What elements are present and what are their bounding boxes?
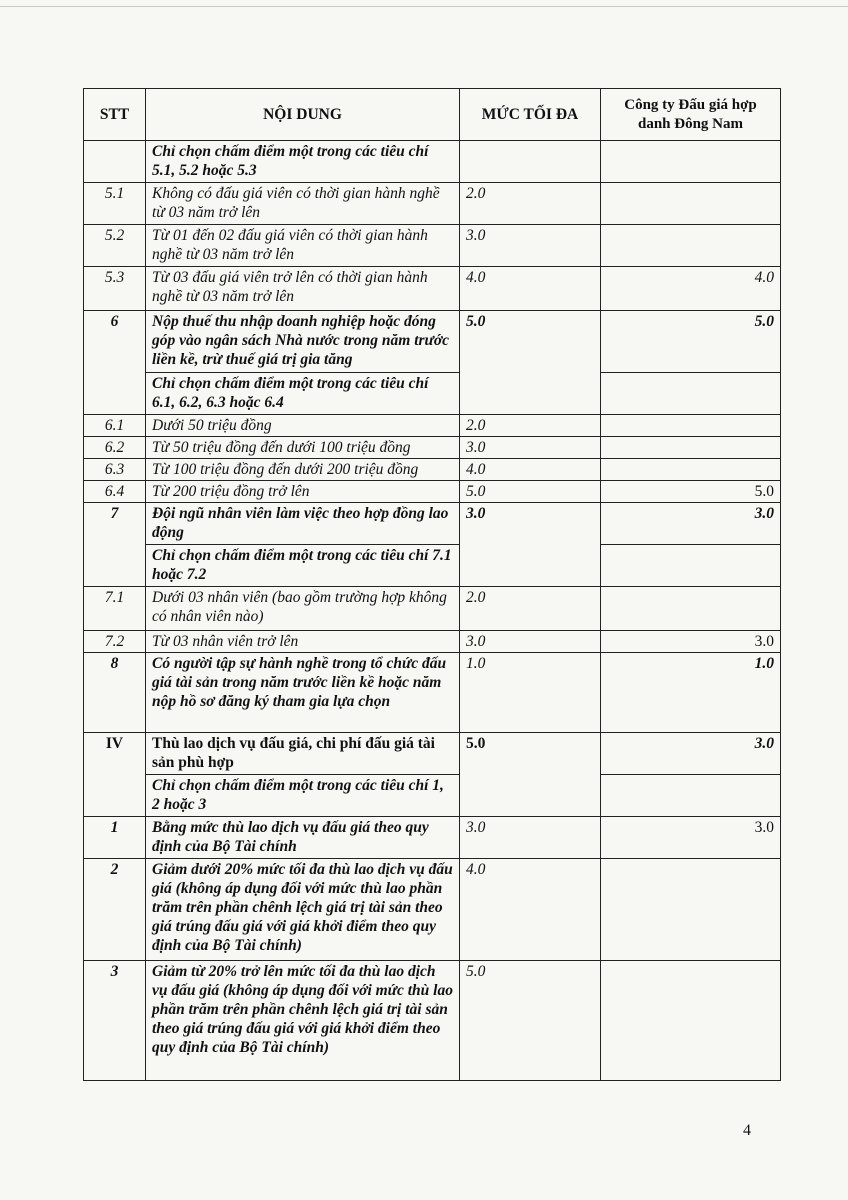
- table-row: [84, 459, 781, 481]
- table-row: [84, 775, 781, 817]
- cell-stt: 6: [84, 311, 146, 415]
- cell-noi-dung: Dưới 50 triệu đồng: [146, 415, 460, 437]
- cell-noi-dung: Chỉ chọn chấm điểm một trong các tiêu chí 7.1 hoặc 7.2: [146, 545, 460, 587]
- cell-muc-toi-da: 4.0: [460, 859, 601, 961]
- table-row: [84, 225, 781, 267]
- cell-stt: 6.1: [84, 415, 146, 437]
- cell-stt: 5.2: [84, 225, 146, 267]
- cell-stt: 7.1: [84, 587, 146, 631]
- cell-noi-dung: Từ 50 triệu đồng đến dưới 100 triệu đồng: [146, 437, 460, 459]
- cell-noi-dung: Từ 200 triệu đồng trở lên: [146, 481, 460, 503]
- cell-company-score: 5.0: [601, 311, 781, 373]
- cell-company-score: [601, 587, 781, 631]
- cell-company-score: [601, 225, 781, 267]
- cell-muc-toi-da: 2.0: [460, 183, 601, 225]
- cell-noi-dung: Giảm từ 20% trở lên mức tối đa thù lao dịch vụ đấu giá (không áp dụng đối với mức thù lao phần trăm trên phần chênh lệch giá trị tài sản theo giá trúng đấu giá với giá khởi điểm theo quy định của Bộ Tài chính): [146, 961, 460, 1081]
- table-row: [84, 415, 781, 437]
- cell-muc-toi-da: 5.0: [460, 733, 601, 817]
- cell-company-score: 4.0: [601, 267, 781, 311]
- cell-stt: 2: [84, 859, 146, 961]
- table-row: [84, 141, 781, 183]
- table-row: [84, 587, 781, 631]
- header-muc-toi-da: MỨC TỐI ĐA: [460, 89, 601, 141]
- cell-company-score: 3.0: [601, 503, 781, 545]
- cell-muc-toi-da: 5.0: [460, 311, 601, 415]
- cell-noi-dung: Nộp thuế thu nhập doanh nghiệp hoặc đóng góp vào ngân sách Nhà nước trong năm trước liền kề, trừ thuế giá trị gia tăng: [146, 311, 460, 373]
- cell-muc-toi-da: 3.0: [460, 503, 601, 587]
- cell-stt: 6.4: [84, 481, 146, 503]
- cell-company-score: [601, 859, 781, 961]
- cell-muc-toi-da: 3.0: [460, 817, 601, 859]
- cell-company-score: [601, 775, 781, 817]
- cell-noi-dung: Chỉ chọn chấm điểm một trong các tiêu chí 1, 2 hoặc 3: [146, 775, 460, 817]
- table-row: [84, 733, 781, 775]
- cell-company-score: 3.0: [601, 631, 781, 653]
- table-row: [84, 859, 781, 961]
- table-row: [84, 437, 781, 459]
- cell-muc-toi-da: 5.0: [460, 481, 601, 503]
- cell-noi-dung: Từ 03 đấu giá viên trở lên có thời gian hành nghề từ 03 năm trở lên: [146, 267, 460, 311]
- cell-muc-toi-da: 2.0: [460, 587, 601, 631]
- cell-company-score: [601, 183, 781, 225]
- cell-muc-toi-da: 4.0: [460, 267, 601, 311]
- table-row: [84, 631, 781, 653]
- cell-noi-dung: Dưới 03 nhân viên (bao gồm trường hợp không có nhân viên nào): [146, 587, 460, 631]
- cell-company-score: [601, 459, 781, 481]
- table-row: [84, 373, 781, 415]
- cell-stt: 5.1: [84, 183, 146, 225]
- cell-company-score: [601, 961, 781, 1081]
- table-row: [84, 961, 781, 1081]
- page-number: 4: [743, 1122, 751, 1139]
- cell-company-score: [601, 141, 781, 183]
- cell-noi-dung: Chỉ chọn chấm điểm một trong các tiêu chí 6.1, 6.2, 6.3 hoặc 6.4: [146, 373, 460, 415]
- table-row: [84, 183, 781, 225]
- cell-noi-dung: Từ 01 đến 02 đấu giá viên có thời gian hành nghề từ 03 năm trở lên: [146, 225, 460, 267]
- cell-muc-toi-da: 3.0: [460, 225, 601, 267]
- cell-muc-toi-da: 1.0: [460, 653, 601, 733]
- cell-stt: 7: [84, 503, 146, 587]
- scoring-table: [83, 88, 781, 1081]
- cell-stt: 7.2: [84, 631, 146, 653]
- header-company: Công ty Đấu giá hợp danh Đông Nam: [601, 89, 781, 141]
- cell-noi-dung: Từ 100 triệu đồng đến dưới 200 triệu đồng: [146, 459, 460, 481]
- table-row: [84, 267, 781, 311]
- cell-stt: 6.3: [84, 459, 146, 481]
- cell-noi-dung: Bằng mức thù lao dịch vụ đấu giá theo quy định của Bộ Tài chính: [146, 817, 460, 859]
- header-noi-dung: NỘI DUNG: [146, 89, 460, 141]
- cell-muc-toi-da: 3.0: [460, 437, 601, 459]
- cell-noi-dung: Có người tập sự hành nghề trong tổ chức đấu giá tài sản trong năm trước liền kề hoặc năm nộp hồ sơ đăng ký tham gia lựa chọn: [146, 653, 460, 733]
- page-top-edge: [0, 6, 848, 7]
- cell-company-score: [601, 545, 781, 587]
- cell-muc-toi-da: 5.0: [460, 961, 601, 1081]
- cell-muc-toi-da: 4.0: [460, 459, 601, 481]
- cell-noi-dung: Từ 03 nhân viên trở lên: [146, 631, 460, 653]
- cell-noi-dung: Thù lao dịch vụ đấu giá, chi phí đấu giá tài sản phù hợp: [146, 733, 460, 775]
- table-row: [84, 311, 781, 373]
- cell-stt: 8: [84, 653, 146, 733]
- cell-company-score: 1.0: [601, 653, 781, 733]
- table-row: [84, 481, 781, 503]
- cell-muc-toi-da: 2.0: [460, 415, 601, 437]
- cell-stt: 5.3: [84, 267, 146, 311]
- cell-stt: [84, 141, 146, 183]
- cell-stt: 3: [84, 961, 146, 1081]
- cell-noi-dung: Giảm dưới 20% mức tối đa thù lao dịch vụ đấu giá (không áp dụng đối với mức thù lao phần trăm trên phần chênh lệch giá trị tài sản theo giá trúng đấu giá với giá khởi điểm theo quy định của Bộ Tài chính): [146, 859, 460, 961]
- header-stt: STT: [84, 89, 146, 141]
- cell-noi-dung: Đội ngũ nhân viên làm việc theo hợp đồng lao động: [146, 503, 460, 545]
- cell-company-score: [601, 415, 781, 437]
- cell-stt: 1: [84, 817, 146, 859]
- cell-noi-dung: Không có đấu giá viên có thời gian hành nghề từ 03 năm trở lên: [146, 183, 460, 225]
- table-row: [84, 653, 781, 733]
- table-header-row: [84, 89, 781, 141]
- cell-stt: 6.2: [84, 437, 146, 459]
- cell-noi-dung: Chỉ chọn chấm điểm một trong các tiêu chí 5.1, 5.2 hoặc 5.3: [146, 141, 460, 183]
- cell-company-score: 5.0: [601, 481, 781, 503]
- table-row: [84, 545, 781, 587]
- cell-muc-toi-da: 3.0: [460, 631, 601, 653]
- cell-company-score: [601, 437, 781, 459]
- table-row: [84, 503, 781, 545]
- cell-stt: IV: [84, 733, 146, 817]
- cell-muc-toi-da: [460, 141, 601, 183]
- cell-company-score: 3.0: [601, 817, 781, 859]
- table-row: [84, 817, 781, 859]
- cell-company-score: [601, 373, 781, 415]
- cell-company-score: 3.0: [601, 733, 781, 775]
